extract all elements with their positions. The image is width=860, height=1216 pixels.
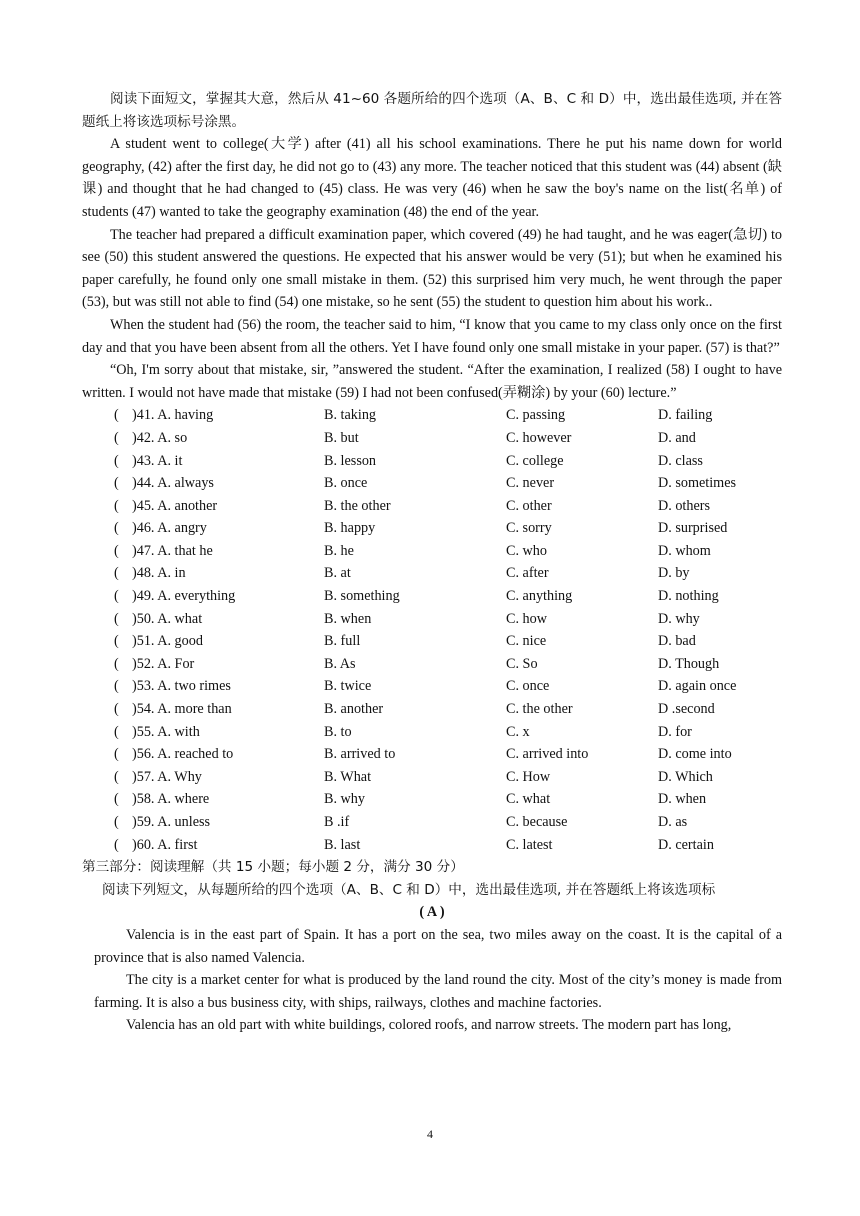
option-a: )48. A. in — [132, 565, 186, 582]
answer-blank[interactable]: ( — [114, 610, 119, 627]
option-a: )42. A. so — [132, 429, 188, 446]
option-a: )55. A. with — [132, 723, 200, 740]
option-a: )54. A. more than — [132, 701, 232, 718]
option-a: )52. A. For — [132, 655, 195, 672]
option-b: B. something — [324, 588, 400, 605]
option-b: B. another — [324, 701, 384, 718]
section-heading: 第三部分：阅读理解（共 15 小题；每小题 2 分，满分 30 分） — [82, 859, 464, 876]
option-d: D. class — [658, 452, 703, 469]
option-c: C. the other — [506, 701, 573, 718]
option-c: C. How — [506, 768, 551, 785]
question-row-45 — [82, 495, 782, 518]
option-a: )43. A. it — [132, 452, 183, 469]
answer-blank[interactable]: ( — [114, 633, 119, 650]
option-b: B. last — [324, 836, 361, 853]
answer-blank[interactable]: ( — [114, 768, 119, 785]
reading-instructions: 阅读下列短文，从每题所给的四个选项（A、B、C 和 D）中，选出最佳选项, 并在答题纸上将该选项标 — [102, 881, 716, 898]
answer-blank[interactable]: ( — [114, 836, 119, 853]
option-b: B. he — [324, 542, 354, 559]
page-number: 4 — [427, 1127, 433, 1141]
option-d: D. come into — [658, 746, 732, 763]
answer-blank[interactable]: ( — [114, 791, 119, 808]
option-d: D. whom — [658, 542, 711, 559]
answer-blank[interactable]: ( — [114, 588, 119, 605]
option-b: B. As — [324, 655, 356, 672]
option-a: )50. A. what — [132, 610, 203, 627]
question-row-58 — [82, 788, 782, 811]
option-c: C. after — [506, 565, 549, 582]
option-a: )44. A. always — [132, 475, 214, 492]
question-row-57 — [82, 766, 782, 789]
option-a: )56. A. reached to — [132, 746, 234, 763]
option-b: B. taking — [324, 407, 377, 424]
question-row-49 — [82, 585, 782, 608]
option-b: B. full — [324, 633, 361, 650]
answer-blank[interactable]: ( — [114, 701, 119, 718]
option-c: C. arrived into — [506, 746, 589, 763]
option-c: C. x — [506, 723, 530, 740]
passage-a-title: ( A ) — [419, 904, 445, 921]
option-b: B. What — [324, 768, 372, 785]
question-row-50 — [82, 608, 782, 631]
option-a: )49. A. everything — [132, 588, 236, 605]
passage-paragraph-2: The teacher had prepared a difficult examination paper, which covered (49) he had taught, and he was eager(急切) to see (50) this student answered the questions. He expected that his answer would be very (51); but when he examined his paper carefully, he found only one small mistake in them. (52) this surprised him very much, he went through the paper (53), but was still not able to find (54) one mistake, so he sent (55) the student to question him about his work.. — [82, 226, 782, 311]
option-c: C. how — [506, 610, 547, 627]
question-row-55 — [82, 721, 782, 744]
page-content — [82, 88, 782, 1037]
option-b: B. once — [324, 475, 368, 492]
option-b: B. but — [324, 429, 359, 446]
option-c: C. college — [506, 452, 564, 469]
option-c: C. sorry — [506, 520, 552, 537]
option-b: B. at — [324, 565, 351, 582]
option-c: C. anything — [506, 588, 573, 605]
option-c: C. however — [506, 429, 572, 446]
answer-blank[interactable]: ( — [114, 542, 119, 559]
answer-blank[interactable]: ( — [114, 723, 119, 740]
answer-blank[interactable]: ( — [114, 407, 119, 424]
answer-blank[interactable]: ( — [114, 678, 119, 695]
option-d: D. Which — [658, 768, 713, 785]
option-d: D. again once — [658, 678, 737, 695]
passage-a — [82, 924, 782, 1037]
option-d: D. when — [658, 791, 707, 808]
question-row-52 — [82, 653, 782, 676]
option-a: )57. A. Why — [132, 768, 202, 785]
option-b: B .if — [324, 814, 350, 830]
option-c: C. So — [506, 655, 538, 672]
question-row-48 — [82, 562, 782, 585]
option-c: C. once — [506, 678, 550, 695]
option-d: D. certain — [658, 836, 714, 853]
option-d: D. others — [658, 497, 711, 514]
option-d: D. why — [658, 610, 700, 627]
answer-blank[interactable]: ( — [114, 429, 119, 446]
answer-blank[interactable]: ( — [114, 746, 119, 763]
option-c: C. who — [506, 542, 547, 559]
cloze-instructions: 阅读下面短文，掌握其大意，然后从 41~60 各题所给的四个选项（A、B、C 和 D）中，选出最佳选项, 并在答题纸上将该选项标号涂黑。 — [82, 91, 782, 130]
option-b: B. to — [324, 723, 352, 740]
question-row-41 — [82, 404, 782, 427]
option-a: )41. A. having — [132, 407, 214, 424]
question-row-59 — [82, 811, 782, 834]
passage-a-paragraph-3: Valencia has an old part with white buildings, colored roofs, and narrow streets. The modern part has long, — [126, 1017, 732, 1034]
option-d: D. sometimes — [658, 475, 737, 492]
option-d: D. and — [658, 429, 696, 446]
passage-paragraph-1: A student went to college(大学) after (41) all his school examinations. There he put his name down for world geography, (42) after the first day, he did not go to (43) any more. The teacher noticed that this student was (44) absent (缺课) and thought that he had changed to (45) class. He was very (46) when he saw the boy's name on the list(名单) of students (47) wanted to take the geography examination (48) the end of the year. — [82, 136, 782, 220]
option-b: B. arrived to — [324, 746, 396, 763]
question-row-54 — [82, 698, 782, 721]
option-b: B. lesson — [324, 452, 377, 469]
answer-blank[interactable]: ( — [114, 814, 119, 830]
option-c: C. never — [506, 475, 555, 492]
option-a: )53. A. two rimes — [132, 678, 231, 695]
passage-paragraph-3: When the student had (56) the room, the teacher said to him, “I know that you came to my class only once on the first day and that you have been absent from all the others. Yet I have found only one small mistake in your paper. (57) is that?” — [82, 316, 782, 356]
question-row-60 — [82, 834, 782, 857]
passage-paragraph-4: “Oh, I'm sorry about that mistake, sir, ”answered the student. “After the examination, I realized (58) I ought to have written. I would not have made that mistake (59) I had not been confused(弄糊涂) by your (60) lecture.” — [82, 362, 782, 401]
option-d: D .second — [658, 701, 715, 718]
question-row-56 — [82, 743, 782, 766]
option-d: D. by — [658, 565, 690, 582]
answer-blank[interactable]: ( — [114, 452, 119, 469]
option-c: C. passing — [506, 407, 566, 424]
option-d: D. Though — [658, 655, 720, 672]
question-row-43 — [82, 450, 782, 473]
option-d: D. bad — [658, 633, 696, 650]
option-c: C. what — [506, 791, 551, 808]
option-d: D. for — [658, 723, 692, 740]
answer-blank[interactable]: ( — [114, 475, 119, 492]
option-b: B. when — [324, 610, 372, 627]
option-a: )58. A. where — [132, 791, 210, 808]
option-a: )59. A. unless — [132, 814, 211, 830]
option-b: B. the other — [324, 497, 391, 514]
answer-blank[interactable]: ( — [114, 565, 119, 582]
question-list — [82, 404, 782, 856]
option-c: C. nice — [506, 633, 547, 650]
option-b: B. twice — [324, 678, 372, 695]
option-a: )45. A. another — [132, 497, 218, 514]
option-b: B. why — [324, 791, 365, 808]
question-row-51 — [82, 630, 782, 653]
question-row-44 — [82, 472, 782, 495]
option-d: D. failing — [658, 407, 713, 424]
option-d: D. nothing — [658, 588, 719, 605]
question-row-47 — [82, 540, 782, 563]
question-row-46 — [82, 517, 782, 540]
option-a: )51. A. good — [132, 633, 203, 650]
option-c: C. because — [506, 814, 568, 830]
answer-blank[interactable]: ( — [114, 520, 119, 537]
option-d: D. as — [658, 814, 688, 830]
answer-blank[interactable]: ( — [114, 655, 119, 672]
option-a: )60. A. first — [132, 836, 198, 853]
option-b: B. happy — [324, 520, 376, 537]
question-row-42 — [82, 427, 782, 450]
passage-a-paragraph-1: Valencia is in the east part of Spain. It has a port on the sea, two miles away on the coast. It is the capital of a province that is also named Valencia. — [94, 926, 782, 966]
option-a: )46. A. angry — [132, 520, 207, 537]
option-c: C. latest — [506, 836, 553, 853]
option-a: )47. A. that he — [132, 542, 213, 559]
question-row-53 — [82, 675, 782, 698]
answer-blank[interactable]: ( — [114, 497, 119, 514]
passage-a-paragraph-2: The city is a market center for what is produced by the land round the city. Most of the city’s money is made from farming. It is also a bus business city, with ships, railways, clothes and machine factories. — [94, 972, 782, 1011]
option-c: C. other — [506, 497, 552, 514]
option-d: D. surprised — [658, 520, 728, 537]
